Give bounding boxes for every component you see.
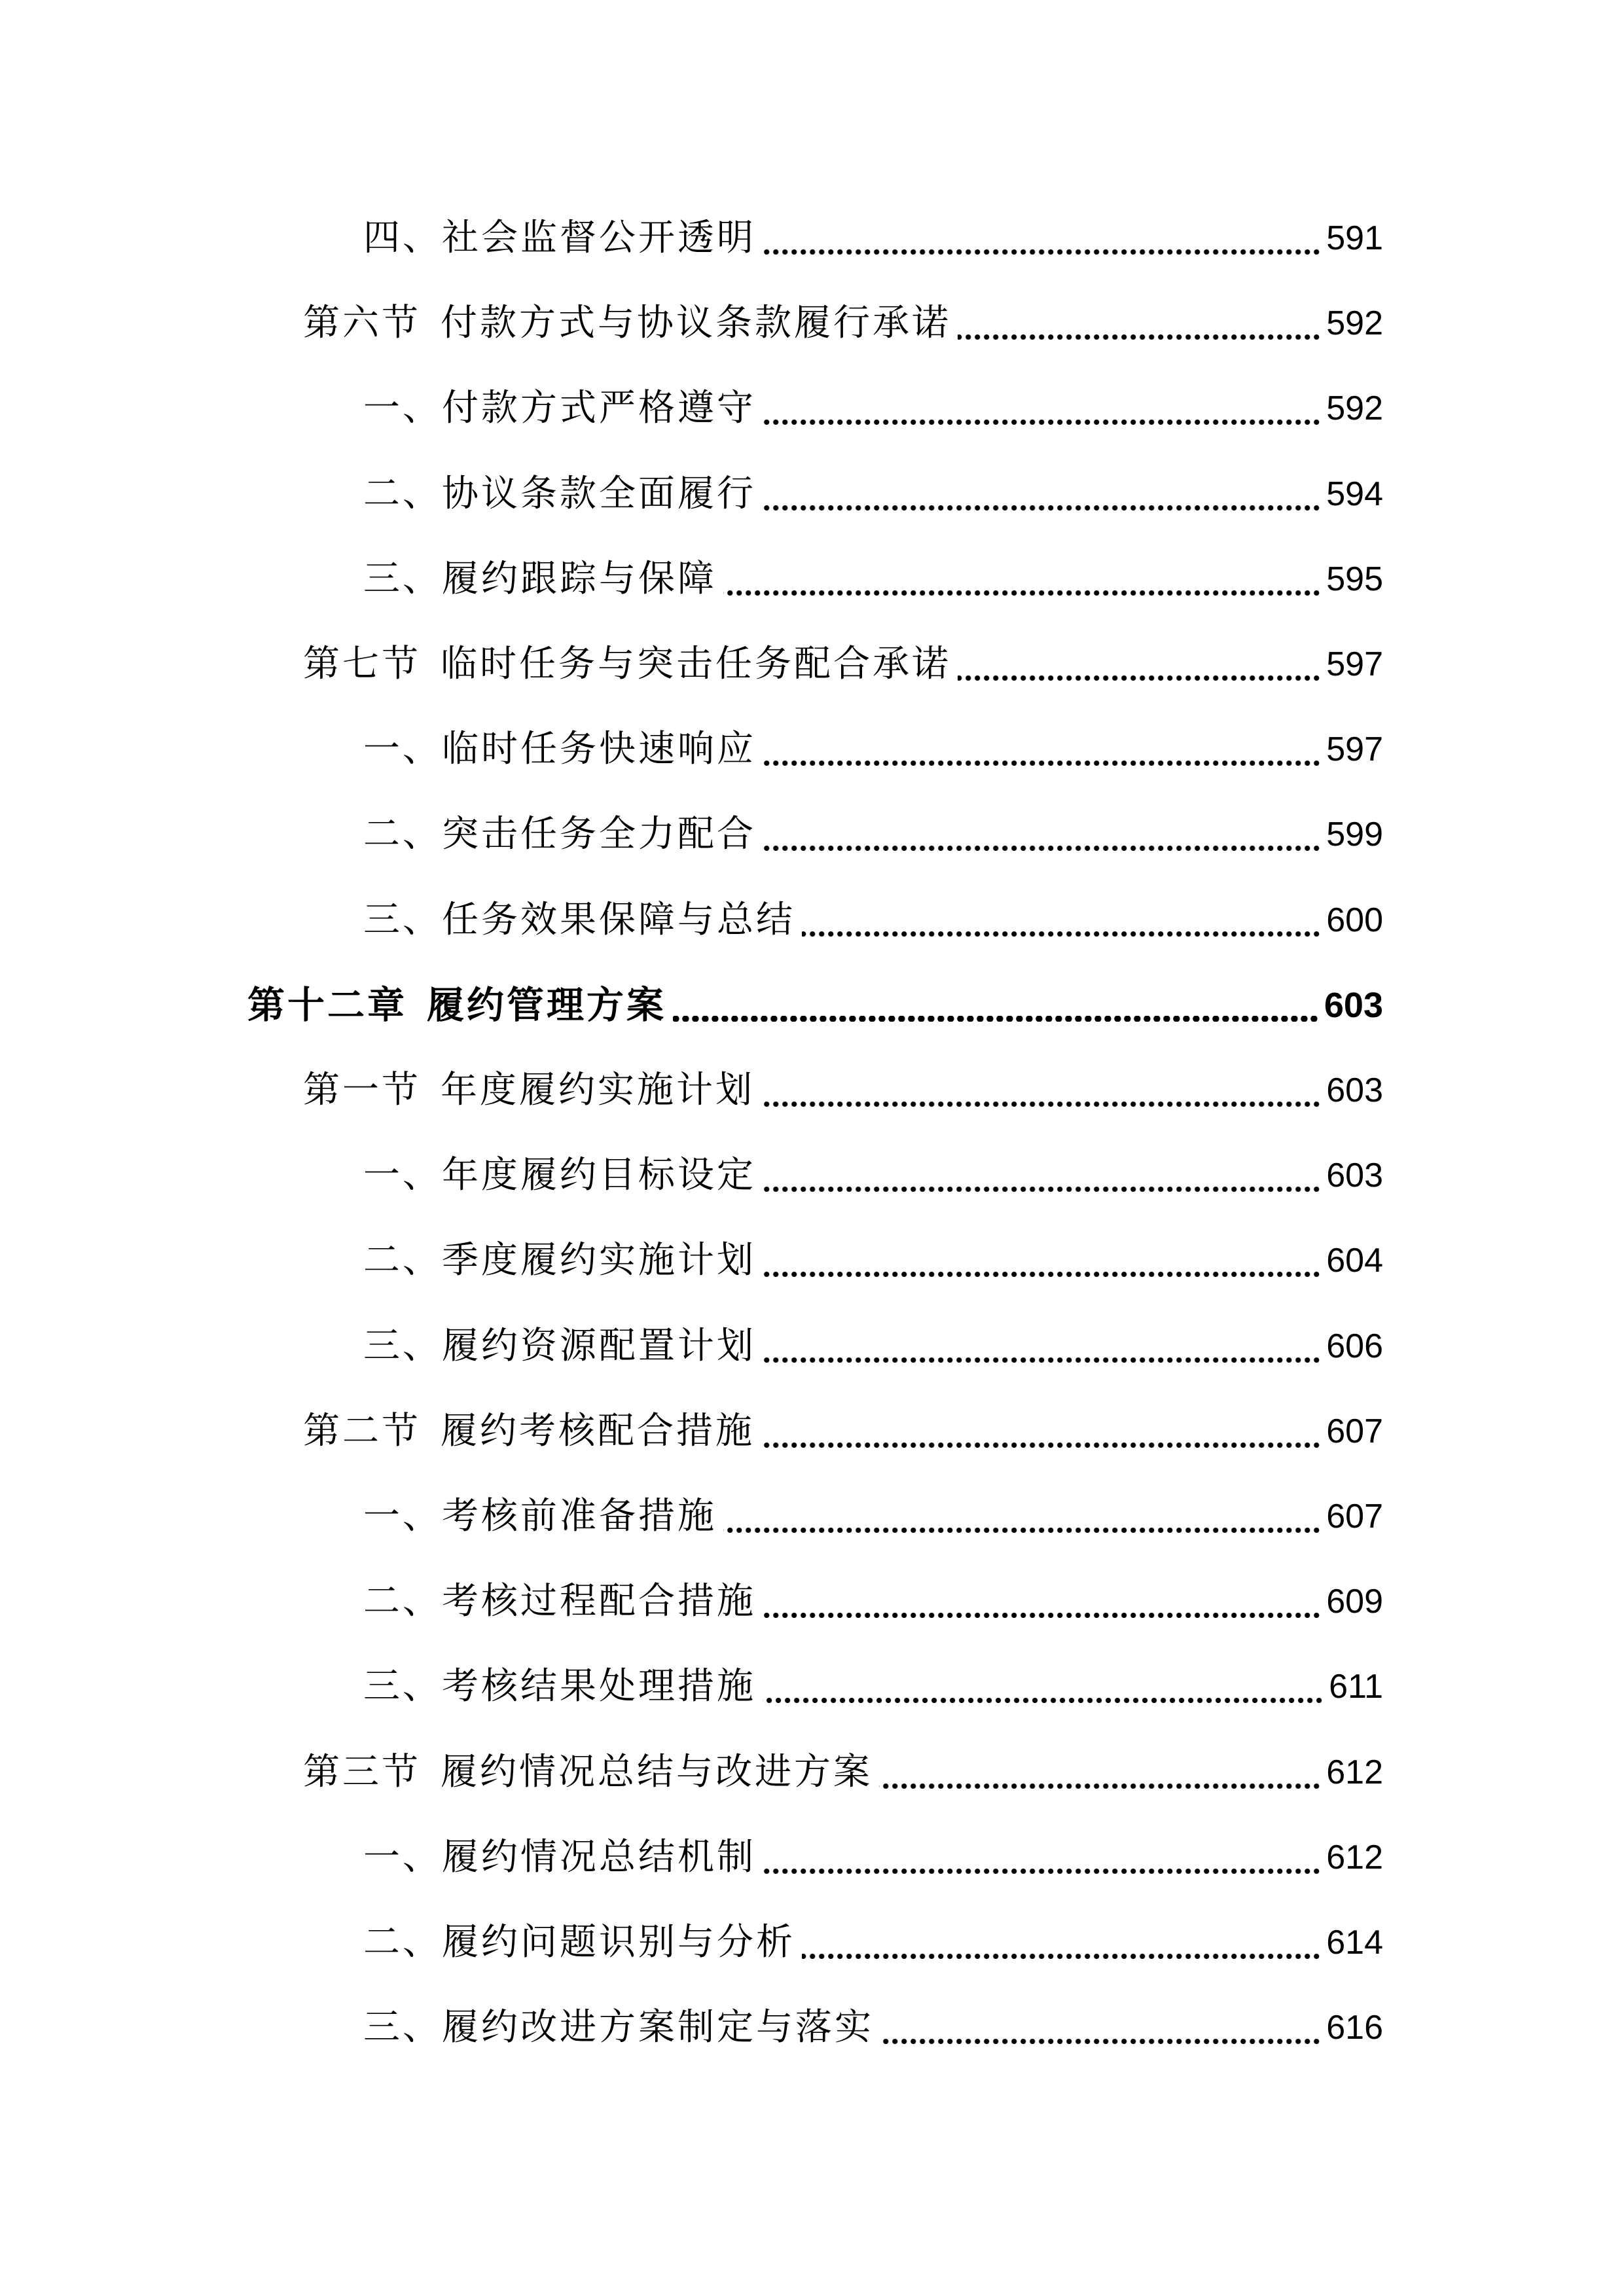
toc-entry-title (363, 2006, 874, 2049)
toc-entry-title (363, 813, 756, 855)
toc-entry-title (363, 899, 795, 941)
toc-entry-label: 三、履约改进方案制定与落实 (363, 2006, 874, 2049)
toc-dot-leader (723, 1528, 1321, 1533)
toc-entry-title (363, 1239, 756, 1282)
toc-entry[interactable] (363, 543, 1383, 615)
toc-entry[interactable] (363, 372, 1383, 444)
toc-dot-leader (763, 1698, 1324, 1703)
toc-entry-label: 年度履约实施计划 (441, 1069, 755, 1111)
toc-page-number: 597 (1326, 645, 1383, 683)
toc-entry-label: 二、考核过程配合措施 (363, 1580, 756, 1623)
toc-entry[interactable] (303, 287, 1383, 359)
toc-entry-label: 履约管理方案 (427, 983, 666, 1027)
toc-entry-title (363, 1154, 756, 1196)
toc-entry-label: 付款方式与协议条款履行承诺 (441, 302, 951, 344)
toc-dot-leader (763, 1869, 1321, 1874)
toc-entry-label: 履约考核配合措施 (441, 1410, 755, 1452)
toc-page-number: 606 (1326, 1327, 1383, 1365)
toc-entry-label: 三、考核结果处理措施 (363, 1665, 756, 1708)
toc-dot-leader (673, 1016, 1319, 1022)
toc-entry-title (363, 1665, 756, 1708)
toc-page-number: 612 (1326, 1839, 1383, 1876)
toc-page-number: 607 (1326, 1412, 1383, 1450)
toc-entry-title (363, 1495, 717, 1537)
toc-page-number: 594 (1326, 475, 1383, 513)
toc-entry-title (303, 1069, 755, 1111)
toc-entry-label: 三、任务效果保障与总结 (363, 899, 795, 941)
toc-entry-title (363, 217, 756, 259)
toc-page-number: 600 (1326, 901, 1383, 939)
toc-entry-prefix: 第二节 (303, 1410, 421, 1452)
toc-entry[interactable] (303, 628, 1383, 700)
toc-entry-title (363, 1580, 756, 1623)
toc-dot-leader (763, 1187, 1321, 1192)
toc-dot-leader (958, 334, 1321, 340)
toc-entry-prefix: 第三节 (303, 1751, 421, 1793)
toc-entry-label: 履约情况总结与改进方案 (441, 1751, 873, 1793)
toc-dot-leader (802, 1954, 1321, 1959)
toc-page-number: 592 (1326, 389, 1383, 427)
toc-entry[interactable] (363, 202, 1383, 274)
toc-entry[interactable] (363, 884, 1383, 956)
toc-entry[interactable] (363, 798, 1383, 870)
toc-dot-leader (958, 675, 1321, 681)
toc-page-number: 612 (1326, 1753, 1383, 1791)
toc-page-number: 604 (1326, 1242, 1383, 1280)
toc-entry-title (363, 1836, 756, 1878)
toc-dot-leader (879, 1784, 1321, 1789)
toc-entry-label: 三、履约资源配置计划 (363, 1325, 756, 1367)
toc-entry-title (363, 558, 717, 600)
toc-entry-prefix: 第七节 (303, 643, 421, 685)
toc-entry-label: 三、履约跟踪与保障 (363, 558, 717, 600)
toc-entry-label: 二、协议条款全面履行 (363, 473, 756, 515)
toc-entry[interactable] (303, 1395, 1383, 1467)
toc-entry[interactable] (363, 1310, 1383, 1382)
toc-entry-label: 一、履约情况总结机制 (363, 1836, 756, 1878)
toc-entry-label: 一、考核前准备措施 (363, 1495, 717, 1537)
toc-entry-label: 一、临时任务快速响应 (363, 728, 756, 770)
toc-page-number: 609 (1326, 1583, 1383, 1621)
toc-dot-leader (763, 505, 1321, 511)
toc-entry[interactable] (363, 1139, 1383, 1211)
toc-entry-label: 二、突击任务全力配合 (363, 813, 756, 855)
toc-entry-prefix: 第十二章 (247, 983, 407, 1027)
toc-entry-title (363, 728, 756, 770)
toc-page-number: 611 (1329, 1668, 1383, 1706)
toc-entry-label: 二、履约问题识别与分析 (363, 1921, 795, 1964)
toc-page-number: 603 (1326, 1071, 1383, 1109)
toc-entry[interactable] (247, 969, 1383, 1041)
toc-entry-title (363, 1325, 756, 1367)
toc-dot-leader (763, 761, 1321, 766)
toc-page-number: 607 (1326, 1498, 1383, 1535)
toc-entry-title (303, 302, 951, 344)
toc-entry[interactable] (363, 1992, 1383, 2064)
toc-page-number: 595 (1326, 560, 1383, 598)
toc-entry-title (247, 983, 666, 1027)
toc-entry-label: 一、年度履约目标设定 (363, 1154, 756, 1196)
toc-entry-label: 二、季度履约实施计划 (363, 1239, 756, 1282)
toc-entry[interactable] (363, 1566, 1383, 1638)
toc-dot-leader (763, 249, 1321, 255)
toc-entry[interactable] (363, 713, 1383, 785)
toc-page-number: 591 (1326, 219, 1383, 257)
toc-dot-leader (761, 1443, 1321, 1448)
toc-entry-label: 临时任务与突击任务配合承诺 (441, 643, 951, 685)
toc-entry[interactable] (363, 458, 1383, 530)
toc-entry-title (363, 1921, 795, 1964)
toc-entry-title (363, 387, 756, 429)
toc-page-number: 599 (1326, 816, 1383, 853)
toc-entry[interactable] (363, 1651, 1383, 1723)
toc-page-number: 614 (1326, 1924, 1383, 1962)
toc-entry[interactable] (363, 1907, 1383, 1979)
toc-entry[interactable] (303, 1736, 1383, 1808)
toc-page-number: 592 (1326, 304, 1383, 342)
toc-entry-prefix: 第六节 (303, 302, 421, 344)
toc-page-number: 603 (1324, 986, 1383, 1025)
toc-entry-title (303, 643, 951, 685)
toc-entry[interactable] (363, 1480, 1383, 1552)
toc-dot-leader (802, 931, 1321, 937)
toc-dot-leader (880, 2039, 1321, 2044)
toc-page-number: 603 (1326, 1157, 1383, 1194)
toc-entry[interactable] (363, 1821, 1383, 1893)
toc-dot-leader (763, 1357, 1321, 1363)
toc-dot-leader (763, 1272, 1321, 1277)
toc-entry[interactable] (363, 1225, 1383, 1297)
toc-dot-leader (723, 590, 1321, 596)
toc-entry-label: 一、付款方式严格遵守 (363, 387, 756, 429)
toc-entry-title (303, 1410, 755, 1452)
toc-dot-leader (763, 1613, 1321, 1618)
toc-dot-leader (763, 846, 1321, 851)
toc-entry-title (303, 1751, 873, 1793)
toc-page-number: 597 (1326, 730, 1383, 768)
toc-entry-title (363, 473, 756, 515)
toc-entry-prefix: 第一节 (303, 1069, 421, 1111)
toc-entry[interactable] (303, 1054, 1383, 1126)
toc-page-number: 616 (1326, 2009, 1383, 2047)
toc-entry-label: 四、社会监督公开透明 (363, 217, 756, 259)
toc-dot-leader (761, 1102, 1321, 1107)
toc-dot-leader (763, 420, 1321, 425)
